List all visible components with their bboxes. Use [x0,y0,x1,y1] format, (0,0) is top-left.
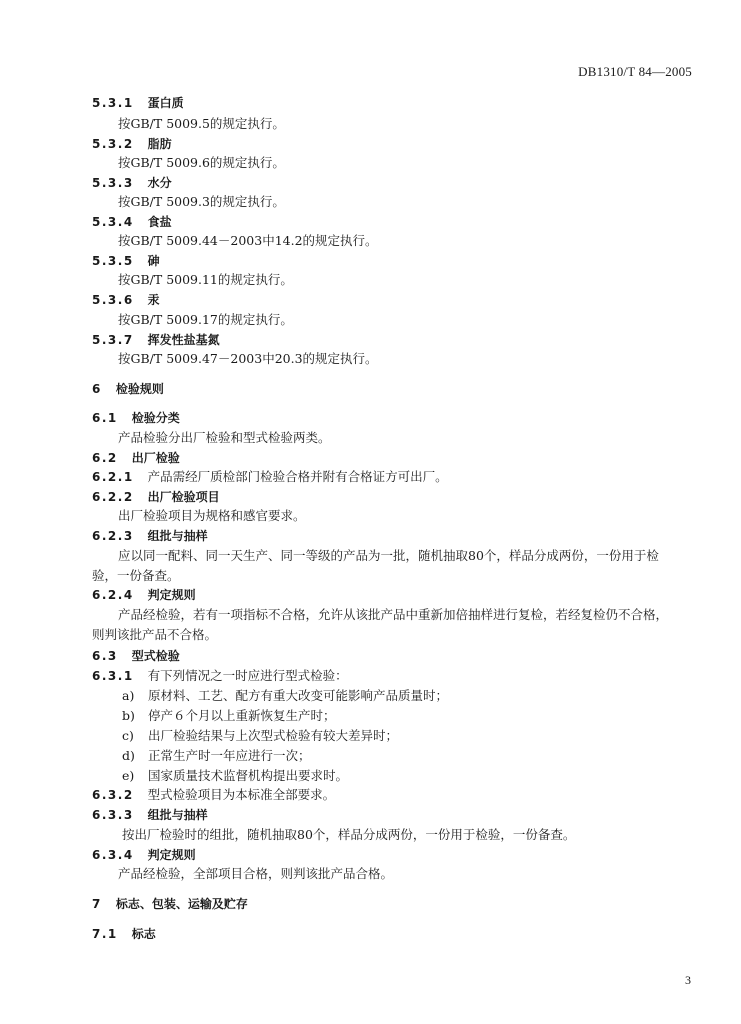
section-heading: 5.3.1 蛋白质 [92,96,184,110]
section-heading: 6.1 检验分类 [92,411,180,425]
section-text: 按GB/T 5009.47－2003中20.3的规定执行。 [118,351,378,366]
section-text: 按GB/T 5009.3的规定执行。 [118,194,285,209]
section-heading: 6.2.3 组批与抽样 [92,529,208,543]
list-item: c) 出厂检验结果与上次型式检验有较大差异时； [122,728,399,743]
list-item: a) 原材料、工艺、配方有重大改变可能影响产品质量时； [122,688,449,703]
section-heading: 6.2 出厂检验 [92,451,180,465]
section-text: 按GB/T 5009.11的规定执行。 [118,272,293,287]
section-heading: 6.3 型式检验 [92,649,180,663]
section-heading: 5.3.2 脂肪 [92,137,172,151]
section-text: 产品检验分出厂检验和型式检验两类。 [118,430,331,445]
list-item: b) 停产６个月以上重新恢复生产时； [122,708,336,723]
section-heading: 6.3.3 组批与抽样 [92,808,208,822]
document-code: DB1310/T 84—2005 [578,64,692,79]
section-heading: 5.3.6 汞 [92,293,160,307]
list-item: e) 国家质量技术监督机构提出要求时。 [122,768,349,783]
section-text-continued: 验，一份备查。 [92,568,180,583]
section-heading: 5.3.7 挥发性盐基氮 [92,333,220,347]
section-text: 按GB/T 5009.17的规定执行。 [118,312,293,327]
section-clause: 6.2.1 产品需经厂质检部门检验合格并附有合格证方可出厂。 [92,469,448,484]
section-text: 按出厂检验时的组批，随机抽取80个，样品分成两份，一份用于检验，一份备查。 [122,827,576,842]
list-item: d) 正常生产时一年应进行一次； [122,748,311,763]
section-heading: 7.1 标志 [92,927,156,941]
section-heading: 6.2.4 判定规则 [92,588,196,602]
section-clause: 6.3.1 有下列情况之一时应进行型式检验： [92,668,348,683]
section-text: 应以同一配料、同一天生产、同一等级的产品为一批，随机抽取80个，样品分成两份，一份用于检 [118,548,659,563]
section-text-continued: 则判该批产品不合格。 [92,627,218,642]
section-heading: 6.2.2 出厂检验项目 [92,490,220,504]
section-text: 按GB/T 5009.44－2003中14.2的规定执行。 [118,233,378,248]
section-heading: 6.3.4 判定规则 [92,848,196,862]
section-heading: 5.3.5 砷 [92,254,160,268]
section-heading: 5.3.3 水分 [92,176,172,190]
page-number: 3 [685,973,691,987]
section-text: 按GB/T 5009.6的规定执行。 [118,155,285,170]
section-text: 按GB/T 5009.5的规定执行。 [118,116,285,131]
section-text: 产品经检验，若有一项指标不合格，允许从该批产品中重新加倍抽样进行复检，若经复检仍不合格， [118,607,669,622]
chapter-heading: 7 标志、包装、运输及贮存 [92,897,248,911]
section-text: 出厂检验项目为规格和感官要求。 [118,508,306,523]
section-text: 产品经检验，全部项目合格，则判该批产品合格。 [118,866,394,881]
chapter-heading: 6 检验规则 [92,382,164,396]
section-clause: 6.3.2 型式检验项目为本标准全部要求。 [92,787,336,802]
section-heading: 5.3.4 食盐 [92,215,172,229]
